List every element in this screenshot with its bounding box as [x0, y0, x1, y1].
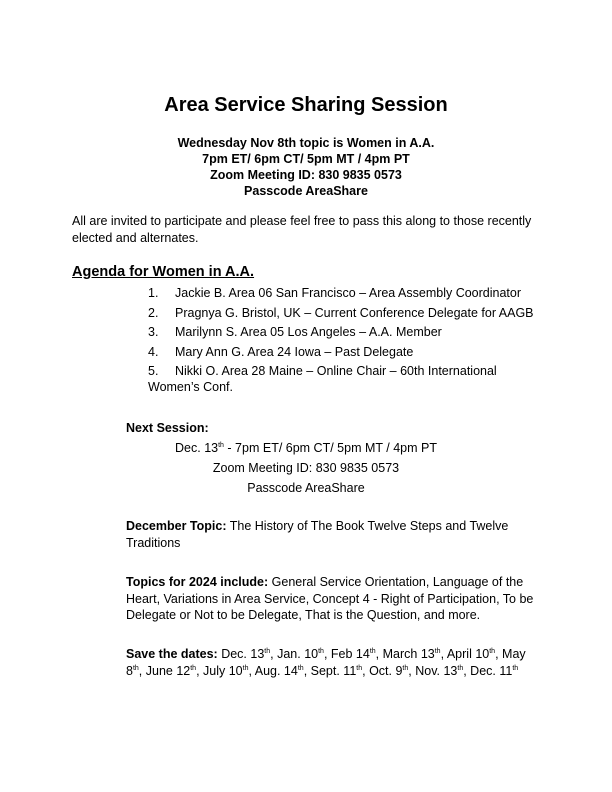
save-date-item: [146, 664, 196, 678]
save-the-dates-label: Save the dates:: [126, 647, 218, 661]
save-date-item: [255, 664, 304, 678]
agenda-item: [148, 324, 548, 340]
agenda-item-number: 2.: [148, 305, 159, 320]
agenda-title: Agenda for Women in A.A.: [72, 264, 255, 280]
save-date-item: [383, 647, 441, 661]
save-date-sup: th: [356, 664, 363, 672]
save-date-sup: th: [190, 664, 197, 672]
save-date-item: [470, 664, 518, 678]
agenda-item-text: Marilynn S. Area 05 Los Angeles – A.A. Member: [175, 325, 442, 339]
save-date-text: May 8: [126, 647, 526, 678]
december-topic-label: December Topic:: [126, 519, 227, 533]
session-time-line: 7pm ET/ 6pm CT/ 5pm MT / 4pm PT: [202, 152, 410, 166]
next-session-zoom: Zoom Meeting ID: 830 9835 0573: [212, 461, 400, 475]
save-date-sup: th: [242, 664, 249, 672]
save-date-item: [311, 664, 362, 678]
save-date-sup: th: [489, 648, 496, 655]
next-session-label: [126, 420, 546, 437]
agenda-item: [148, 285, 548, 301]
agenda-item-text: Pragnya G. Bristol, UK – Current Conference Delegate for AAGB: [175, 305, 534, 320]
next-session-passcode: Passcode AreaShare: [247, 481, 365, 495]
save-date-sup: th: [132, 664, 139, 672]
save-date-text: March 13: [382, 647, 435, 661]
save-date-text: Dec. 13: [221, 647, 265, 661]
agenda-item-text: Mary Ann G. Area 24 Iowa – Past Delegate: [175, 344, 414, 359]
next-session-date-text: Dec. 13: [175, 441, 219, 455]
agenda-item-text: Nikki O. Area 28 Maine – Online Chair – 60th International Women’s Conf.: [148, 364, 497, 394]
next-session-date: [126, 438, 486, 458]
save-date-item: [331, 647, 376, 661]
save-date-text: Sept. 11: [310, 663, 357, 678]
agenda-item-number: 1.: [148, 286, 159, 300]
agenda-item: [148, 344, 548, 360]
save-date-sup: th: [434, 648, 441, 655]
save-date-item: [369, 664, 408, 678]
save-date-sup: th: [297, 664, 304, 672]
save-date-text: June 12: [145, 663, 191, 678]
session-topic-line: Wednesday Nov 8th topic is Women in A.A.: [177, 136, 435, 150]
session-passcode-line: Passcode AreaShare: [244, 184, 368, 198]
save-date-text: Feb 14: [330, 647, 370, 661]
agenda-item-number: 5.: [148, 364, 159, 378]
save-the-dates-list: Dec. 13th, Jan. 10th, Feb 14th, March 13th, April 10th, May 8th, June 12th, July 10th, Aug. 14th, Sept. 11th, Oct. 9th, Nov. 13th, Dec. 11th: [126, 647, 526, 678]
save-date-sup: th: [264, 648, 271, 655]
agenda-item-text: Jackie B. Area 06 San Francisco – Area Assembly Coordinator: [175, 286, 522, 300]
page-title: Area Service Sharing Session: [164, 94, 448, 116]
intro-paragraph: All are invited to participate and please feel free to pass this along to those recently elected and alternates.: [72, 214, 532, 245]
agenda-list: [148, 285, 548, 399]
save-date-sup: th: [318, 648, 324, 655]
agenda-item-number: 4.: [148, 344, 159, 359]
topics-2024-paragraph: [126, 574, 546, 624]
save-date-item: [221, 647, 270, 661]
topics-2024-label: Topics for 2024 include:: [126, 575, 269, 589]
session-zoom-line: Zoom Meeting ID: 830 9835 0573: [210, 168, 402, 182]
save-date-text: Dec. 11: [470, 663, 513, 678]
session-header: [0, 135, 612, 199]
save-date-item: [415, 664, 463, 678]
save-date-text: July 10: [203, 663, 243, 678]
agenda-item: [148, 305, 548, 321]
next-session-details: [126, 438, 486, 498]
save-date-text: Aug. 14: [254, 663, 298, 678]
save-date-text: Oct. 9: [369, 663, 403, 678]
save-date-text: Nov. 13: [415, 663, 458, 678]
save-date-text: April 10: [446, 647, 490, 661]
save-date-item: [277, 647, 324, 661]
save-date-item: [447, 647, 495, 661]
save-date-sup: th: [512, 664, 519, 672]
december-topic-text: The History of The Book Twelve Steps and Twelve Traditions: [126, 519, 509, 550]
save-date-text: Jan. 10: [277, 647, 319, 661]
topics-2024-text: General Service Orientation, Language of the Heart, Variations in Area Service, Concept 4 - Right of Participation, To be Delegate or Not to be Delegate, That is the Question, and more.: [126, 575, 534, 622]
save-date-item: [203, 664, 248, 678]
agenda-item: [148, 363, 548, 395]
next-session-heading: Next Session:: [126, 421, 209, 435]
save-date-sup: th: [369, 648, 376, 655]
agenda-item-number: 3.: [148, 325, 159, 339]
save-date-sup: th: [457, 664, 464, 672]
december-topic-paragraph: [126, 518, 546, 551]
save-date-sup: th: [402, 664, 409, 672]
next-session-time-text: - 7pm ET/ 6pm CT/ 5pm MT / 4pm PT: [223, 441, 437, 455]
save-the-dates-paragraph: [126, 646, 541, 679]
next-session-date-sup: th: [218, 442, 224, 449]
